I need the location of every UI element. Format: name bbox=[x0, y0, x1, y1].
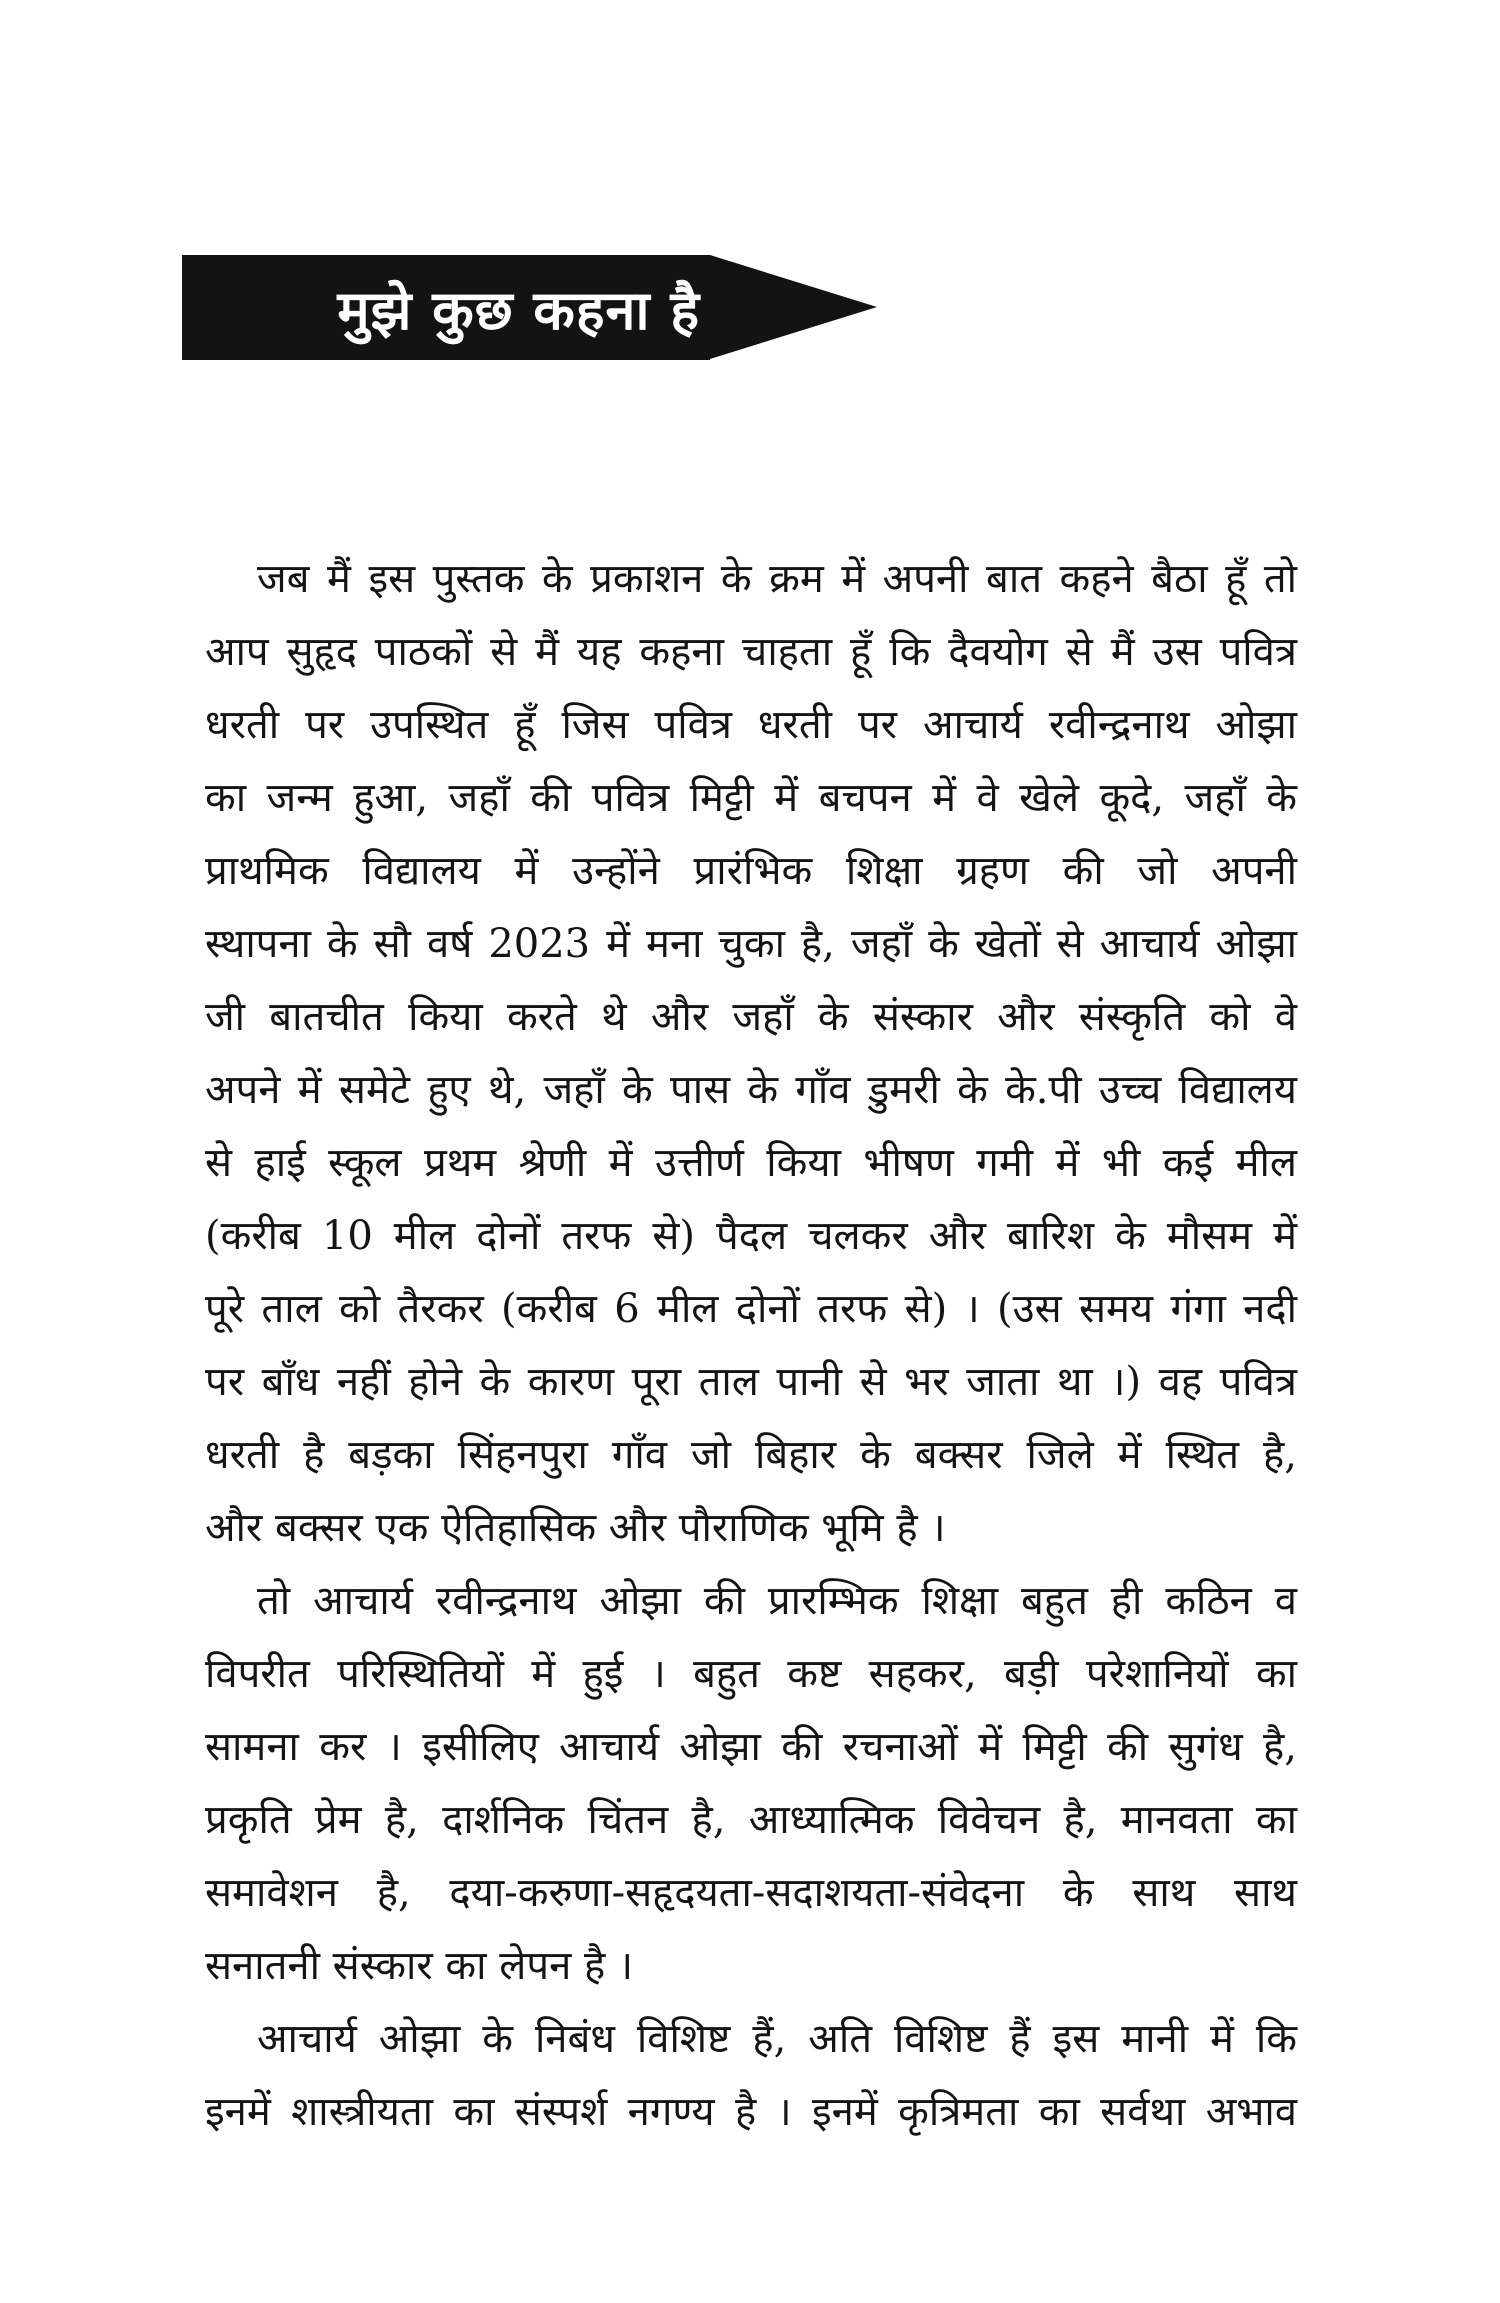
text-line: सामना कर । इसीलिए आचार्य ओझा की रचनाओं में मिट्टी की सुगंध है, bbox=[205, 1724, 1297, 1770]
text-line: (करीब 10 मील दोनों तरफ से) पैदल चलकर और बारिश के मौसम में bbox=[205, 1213, 1297, 1259]
text-line: प्राथमिक विद्यालय में उन्होंने प्रारंभिक शिक्षा ग्रहण की जो अपनी bbox=[205, 848, 1297, 894]
text-line: पूरे ताल को तैरकर (करीब 6 मील दोनों तरफ से) । (उस समय गंगा नदी bbox=[205, 1286, 1297, 1332]
text-line: का जन्म हुआ, जहाँ की पवित्र मिट्टी में बचपन में वे खेले कूदे, जहाँ के bbox=[205, 775, 1297, 821]
text-line: स्थापना के सौ वर्ष 2023 में मना चुका है, जहाँ के खेतों से आचार्य ओझा bbox=[205, 921, 1297, 967]
text-line: प्रकृति प्रेम है, दार्शनिक चिंतन है, आध्यात्मिक विवेचन है, मानवता का bbox=[205, 1797, 1297, 1843]
chapter-title: मुझे कुछ कहना है bbox=[337, 277, 700, 342]
text-line: इनमें शास्त्रीयता का संस्पर्श नगण्य है । इनमें कृत्रिमता का सर्वथा अभाव bbox=[205, 2089, 1297, 2135]
text-line: और बक्सर एक ऐतिहासिक और पौराणिक भूमि है । bbox=[205, 1505, 946, 1551]
text-line: जी बातचीत किया करते थे और जहाँ के संस्कार और संस्कृति को वे bbox=[205, 994, 1297, 1040]
text-line: से हाई स्कूल प्रथम श्रेणी में उत्तीर्ण किया भीषण गमी में भी कई मील bbox=[205, 1140, 1297, 1186]
text-line: आचार्य ओझा के निबंध विशिष्ट हैं, अति विशिष्ट हैं इस मानी में कि bbox=[257, 2016, 1297, 2062]
text-line: अपने में समेटे हुए थे, जहाँ के पास के गाँव डुमरी के के.पी उच्च विद्यालय bbox=[205, 1067, 1297, 1113]
text-line: धरती है बड़का सिंहनपुरा गाँव जो बिहार के बक्सर जिले में स्थित है, bbox=[205, 1432, 1297, 1478]
text-line: आप सुहृद पाठकों से मैं यह कहना चाहता हूँ कि दैवयोग से मैं उस पवित्र bbox=[205, 629, 1297, 675]
text-line: पर बाँध नहीं होने के कारण पूरा ताल पानी से भर जाता था ।) वह पवित्र bbox=[205, 1359, 1297, 1405]
text-line: जब मैं इस पुस्तक के प्रकाशन के क्रम में अपनी बात कहने बैठा हूँ तो bbox=[257, 556, 1297, 602]
text-line: समावेशन है, दया-करुणा-सहृदयता-सदाशयता-संवेदना के साथ साथ bbox=[205, 1870, 1297, 1916]
arrow-right-icon bbox=[710, 255, 877, 359]
text-line: सनातनी संस्कार का लेपन है । bbox=[205, 1943, 634, 1989]
text-line: विपरीत परिस्थितियों में हुई । बहुत कष्ट सहकर, बड़ी परेशानियों का bbox=[205, 1651, 1297, 1697]
chapter-banner-ribbon bbox=[182, 255, 710, 360]
text-line: धरती पर उपस्थित हूँ जिस पवित्र धरती पर आचार्य रवीन्द्रनाथ ओझा bbox=[205, 702, 1297, 748]
chapter-banner bbox=[182, 255, 877, 360]
body-text bbox=[205, 543, 1297, 2149]
text-line: तो आचार्य रवीन्द्रनाथ ओझा की प्रारम्भिक शिक्षा बहुत ही कठिन व bbox=[257, 1578, 1297, 1624]
